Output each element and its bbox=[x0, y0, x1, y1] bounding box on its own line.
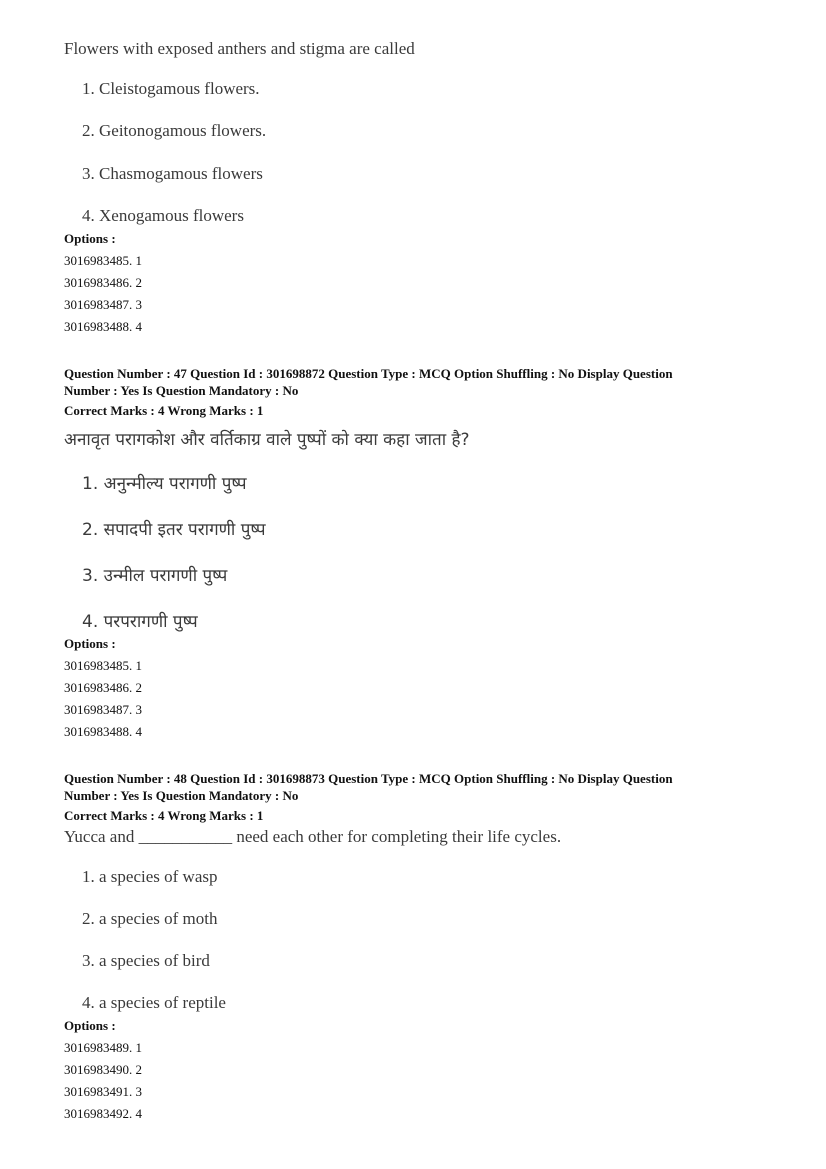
q48-meta-line2: Number : Yes Is Question Mandatory : No bbox=[64, 788, 299, 803]
q47-choice-1: 1. अनुन्मील्य परागणी पुष्प bbox=[82, 474, 247, 494]
q48-choice-1: 1. a species of wasp bbox=[82, 867, 218, 886]
q48-option-3: 3016983491. 3 bbox=[64, 1084, 142, 1099]
q47-question-text: अनावृत परागकोश और वर्तिकाग्र वाले पुष्पों को क्या कहा जाता है? bbox=[64, 430, 470, 450]
q48-meta-line1: Question Number : 48 Question Id : 301698873 Question Type : MCQ Option Shuffling : No Display Question bbox=[64, 771, 673, 786]
q46-option-2: 3016983486. 2 bbox=[64, 275, 142, 290]
q47-option-2: 3016983486. 2 bbox=[64, 680, 142, 695]
q47-meta-line2: Number : Yes Is Question Mandatory : No bbox=[64, 383, 299, 398]
q47-choice-4: 4. परपरागणी पुष्प bbox=[82, 612, 198, 632]
q46-options-label: Options : bbox=[64, 231, 116, 246]
q47-option-1: 3016983485. 1 bbox=[64, 658, 142, 673]
q47-choice-3: 3. उन्मील परागणी पुष्प bbox=[82, 566, 228, 586]
q47-option-3: 3016983487. 3 bbox=[64, 702, 142, 717]
q47-meta-line3: Correct Marks : 4 Wrong Marks : 1 bbox=[64, 403, 264, 418]
q48-choice-3: 3. a species of bird bbox=[82, 951, 210, 970]
q46-option-3: 3016983487. 3 bbox=[64, 297, 142, 312]
q48-meta-line3: Correct Marks : 4 Wrong Marks : 1 bbox=[64, 808, 264, 823]
q47-meta-line1: Question Number : 47 Question Id : 301698872 Question Type : MCQ Option Shuffling : No Display Question bbox=[64, 366, 673, 381]
q46-option-1: 3016983485. 1 bbox=[64, 253, 142, 268]
q48-option-2: 3016983490. 2 bbox=[64, 1062, 142, 1077]
q46-choice-2: 2. Geitonogamous flowers. bbox=[82, 121, 267, 140]
q48-choice-4: 4. a species of reptile bbox=[82, 993, 226, 1012]
q48-choice-2: 2. a species of moth bbox=[82, 909, 218, 928]
q48-question-text: Yucca and ___________ need each other for completing their life cycles. bbox=[64, 827, 562, 846]
q46-choice-4: 4. Xenogamous flowers bbox=[82, 206, 244, 225]
q47-choice-2: 2. सपादपी इतर परागणी पुष्प bbox=[82, 520, 266, 540]
q48-option-4: 3016983492. 4 bbox=[64, 1106, 142, 1121]
q47-option-4: 3016983488. 4 bbox=[64, 724, 142, 739]
q48-option-1: 3016983489. 1 bbox=[64, 1040, 142, 1055]
q46-choice-1: 1. Cleistogamous flowers. bbox=[82, 79, 260, 98]
q47-options-label: Options : bbox=[64, 636, 116, 651]
q48-options-label: Options : bbox=[64, 1018, 116, 1033]
q46-question-text: Flowers with exposed anthers and stigma are called bbox=[64, 39, 415, 58]
q46-choice-3: 3. Chasmogamous flowers bbox=[82, 164, 263, 183]
q46-option-4: 3016983488. 4 bbox=[64, 319, 142, 334]
